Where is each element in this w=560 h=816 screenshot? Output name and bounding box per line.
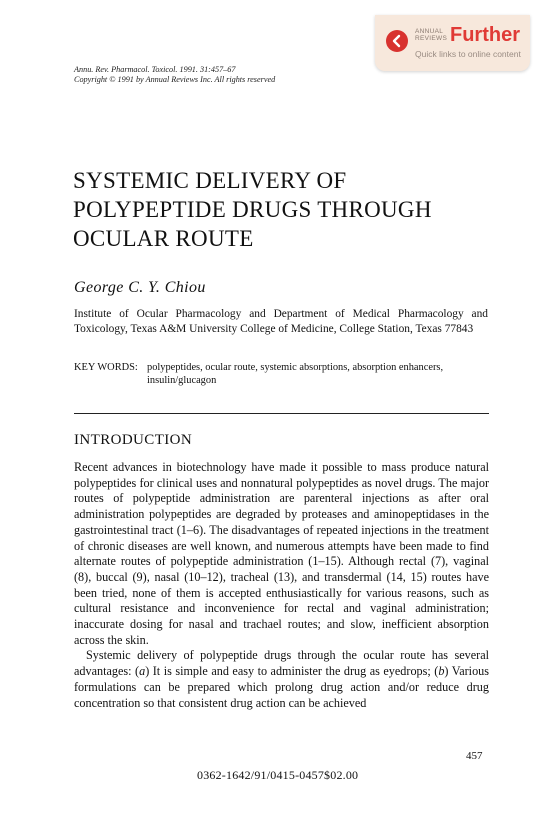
page-number: 457 <box>466 750 483 762</box>
journal-copyright: Copyright © 1991 by Annual Reviews Inc. All rights reserved <box>74 75 276 84</box>
article-title: SYSTEMIC DELIVERY OF POLYPEPTIDE DRUGS THROUGH OCULAR ROUTE <box>73 168 432 251</box>
introduction-paragraph-1: Recent advances in biotechnology have made it possible to mass produce natural polypeptides for clinical uses and nonnatural polypeptides as novel drugs. The major routes of polypeptide administration are parenteral injections as after oral administration polypeptides are degraded by proteases and aminopeptidases in the gastrointestinal tract (1–6). The disadvantages of repeated injections in the treatment of chronic diseases are well known, and numerous attempts have been made to find alternate routes of polypeptide administration (1–15). Although rectal (7), vaginal (8), buccal (9), nasal (10–12), tracheal (13), and transdermal (14, 15) routes have been tried, none of them is accepted enthusiastically for various reasons, such as cultural resistance and inconvenience for rectal and vaginal administration; inaccurate dosing for nasal and trachael routes; and slow, inefficient absorption across the skin. <box>74 460 489 647</box>
introduction-heading: INTRODUCTION <box>74 432 193 448</box>
author-affiliation: Institute of Ocular Pharmacology and Department of Medical Pharmacology and Toxicology, Texas A&M University College of Medicine, College Station, Texas 77843 <box>74 308 488 335</box>
annual-reviews-logo-icon <box>386 30 408 52</box>
paragraph-2-item-a: a <box>139 664 146 679</box>
paragraph-2-start: Systemic delivery of polypeptide drugs through the ocular route has several advantages: ( <box>74 648 489 679</box>
article-author: George C. Y. Chiou <box>74 279 206 296</box>
badge-brand-small: ANNUAL REVIEWS <box>415 28 448 42</box>
paragraph-2-item-b: b <box>438 664 445 679</box>
journal-reference <box>74 65 275 85</box>
introduction-paragraph-2 <box>74 648 489 711</box>
annual-reviews-further-badge[interactable] <box>375 15 530 71</box>
issn-code: 0362-1642/91/0415-0457$02.00 <box>197 768 359 782</box>
keywords-label: KEY WORDS: <box>74 362 138 373</box>
paragraph-2-mid: ) It is simple and easy to administer the drug as eyedrops; ( <box>145 664 439 679</box>
section-divider <box>74 413 489 414</box>
badge-tagline[interactable]: Quick links to online content <box>415 49 521 59</box>
introduction-body <box>74 460 489 711</box>
journal-citation: Annu. Rev. Pharmacol. Toxicol. 1991. 31:457–67 <box>74 65 236 74</box>
keywords-list: polypeptides, ocular route, systemic absorptions, absorption enhancers, insulin/glucagon <box>147 362 444 386</box>
badge-brand-further: Further <box>450 24 520 46</box>
paragraph-2-end: ) Various formulations can be prepared which prolong drug action and/or reduce drug concentration so that consistent drug action can be achieved <box>74 664 489 710</box>
